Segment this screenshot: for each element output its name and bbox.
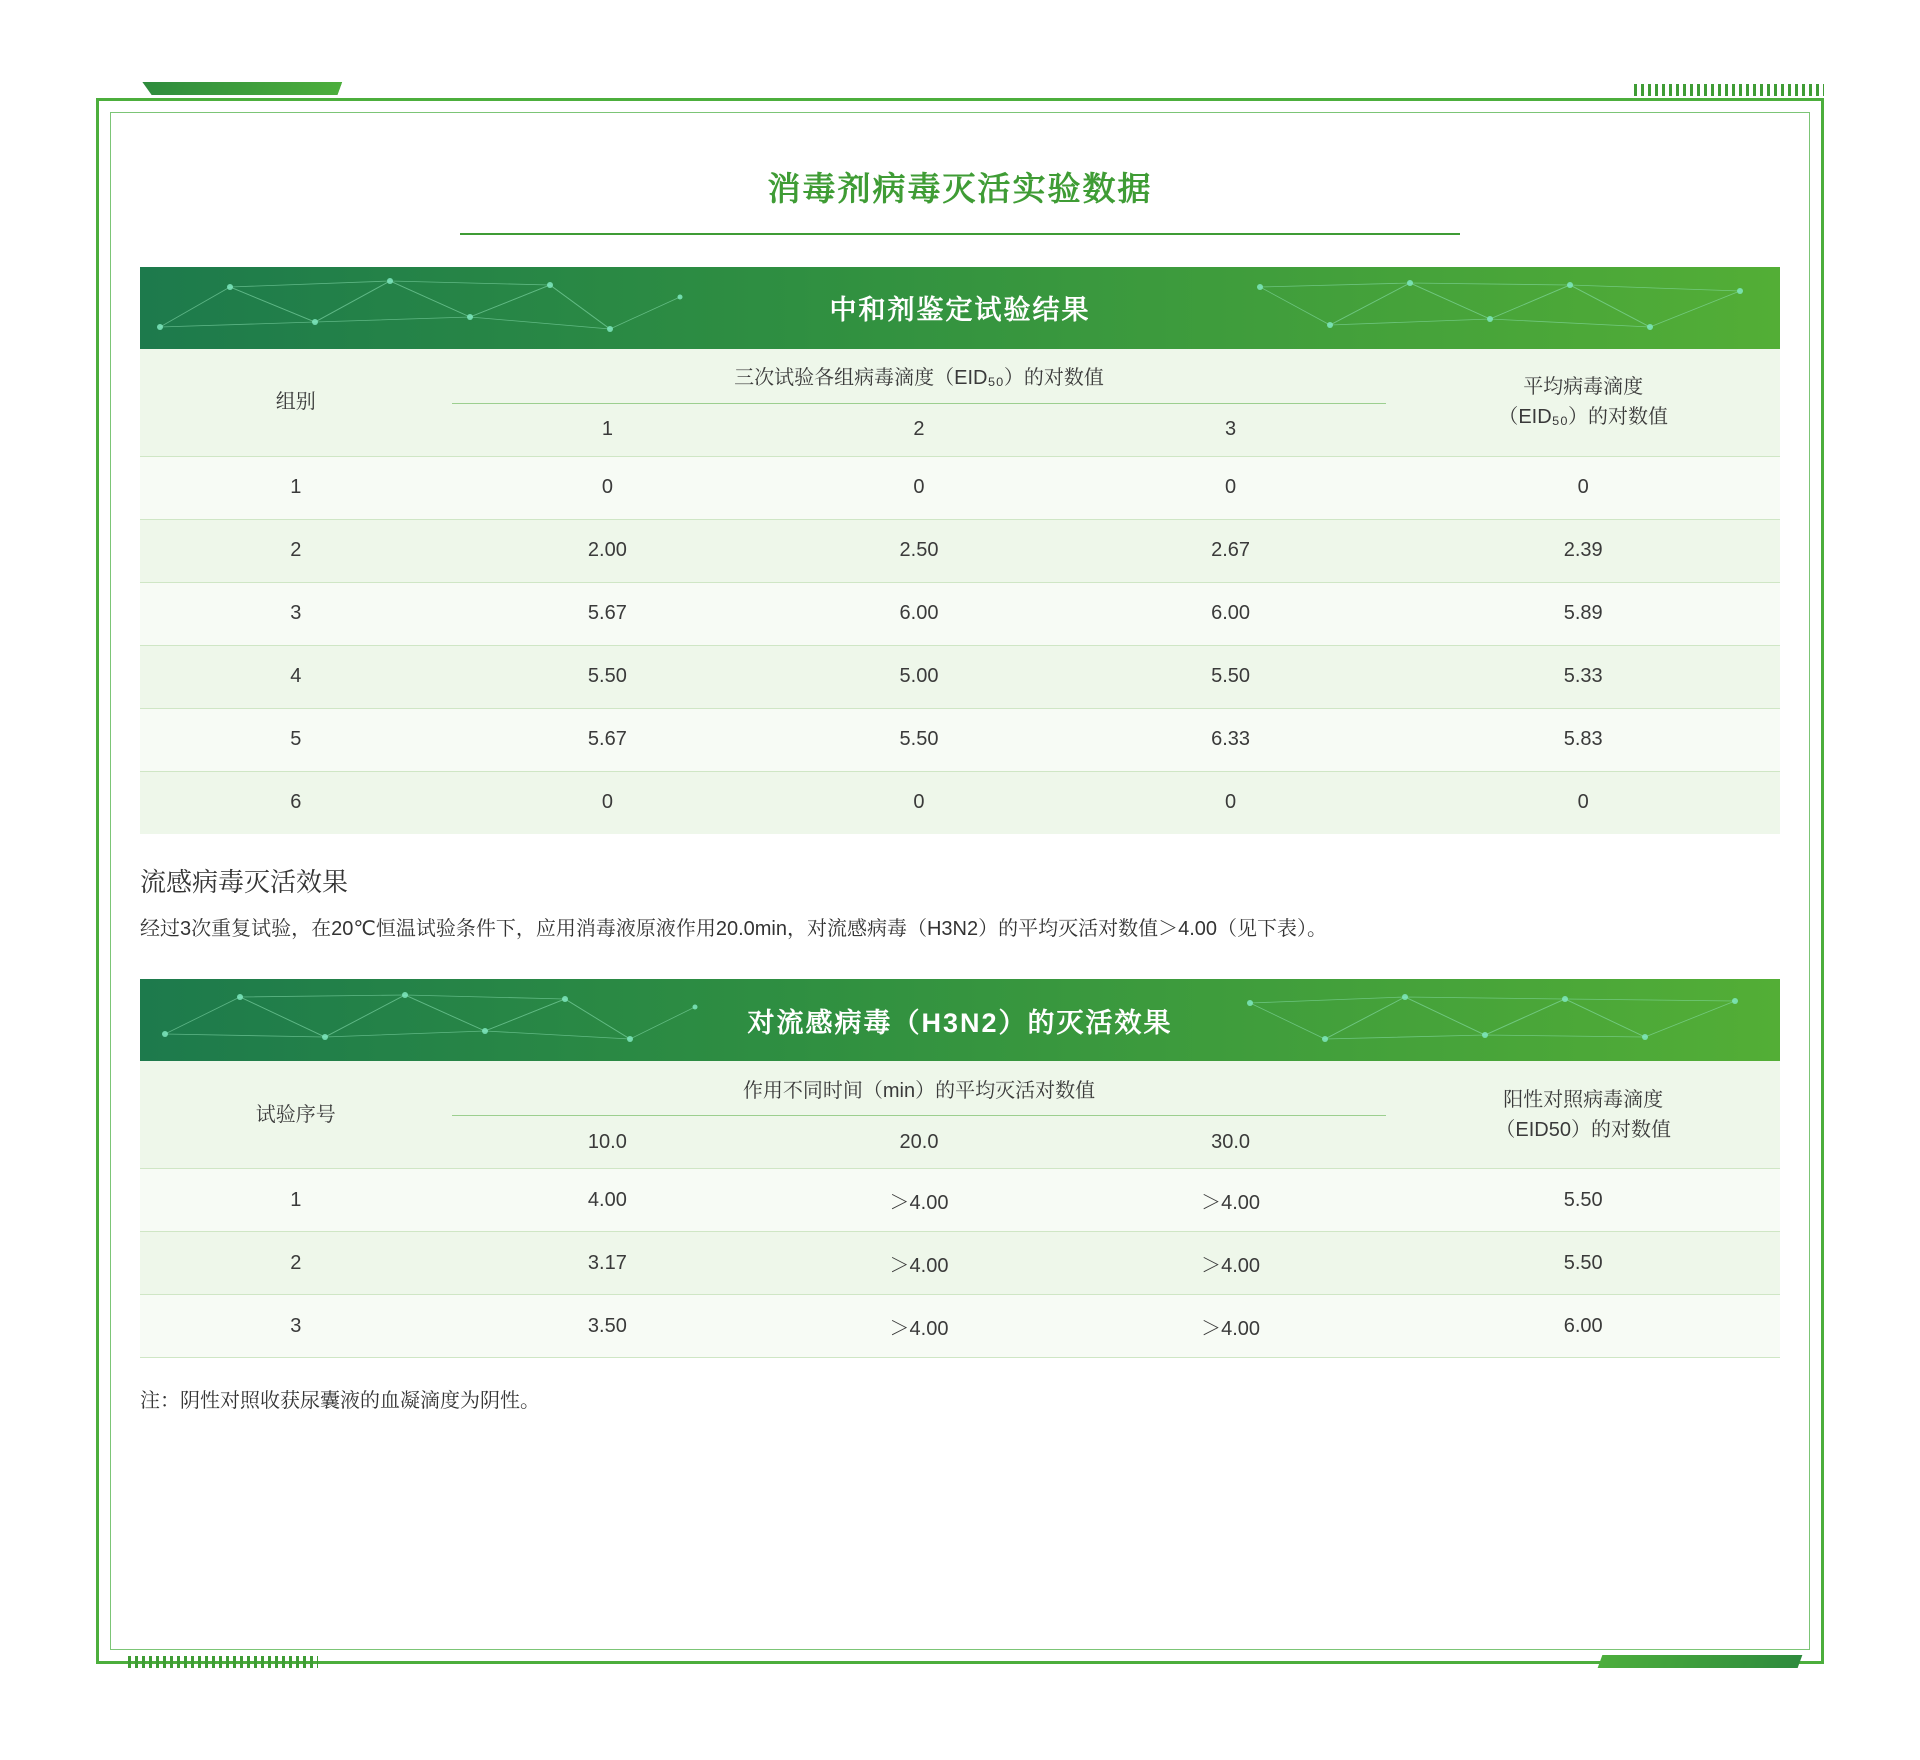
table-row	[140, 645, 1780, 708]
document-content	[140, 140, 1780, 1413]
cell-average: 5.83	[1386, 708, 1780, 771]
table-row	[140, 1232, 1780, 1295]
table2-body	[140, 1169, 1780, 1358]
page-title: 消毒剂病毒灭活实验数据	[767, 170, 1153, 207]
title-divider	[460, 233, 1460, 235]
table2-col-groupheader: 作用不同时间（min）的平均灭活对数值	[452, 1061, 1387, 1116]
cell-trial-2: 6.00	[763, 582, 1075, 645]
cell-group: 2	[140, 519, 452, 582]
cell-time-20: ＞4.00	[763, 1232, 1075, 1295]
cell-group: 4	[140, 645, 452, 708]
cell-positive-control: 5.50	[1386, 1232, 1780, 1295]
section-body-text: 经过3次重复试验，在20℃恒温试验条件下，应用消毒液原液作用20.0min，对流感病毒（H3N2）的平均灭活对数值＞4.00（见下表）。	[140, 918, 1328, 941]
cell-time-30: ＞4.00	[1075, 1232, 1387, 1295]
table1-subheader-1: 1	[601, 418, 613, 441]
table1-col-average-line2: （EID₅₀）的对数值	[1498, 406, 1669, 429]
table2-subheader-1: 10.0	[587, 1130, 627, 1153]
cell-trial-1: 5.67	[452, 708, 764, 771]
cell-trial-3: 5.50	[1075, 645, 1387, 708]
table1-subheader-2: 2	[913, 418, 925, 441]
table1-header-row	[140, 349, 1780, 404]
corner-accent-top-left	[138, 82, 343, 95]
table-row	[140, 1169, 1780, 1232]
neutralizer-test-table	[140, 349, 1780, 834]
table1-body	[140, 456, 1780, 834]
h3n2-inactivation-table	[140, 1061, 1780, 1357]
cell-trial-1: 5.67	[452, 582, 764, 645]
table-row	[140, 708, 1780, 771]
table1-col-average	[1386, 349, 1780, 457]
table2-subheader-2: 20.0	[899, 1130, 939, 1153]
cell-average: 0	[1386, 456, 1780, 519]
cell-group: 3	[140, 582, 452, 645]
cell-trial-3: 2.67	[1075, 519, 1387, 582]
cell-serial: 1	[140, 1169, 452, 1232]
cell-time-10: 3.50	[452, 1295, 764, 1358]
cell-time-20: ＞4.00	[763, 1295, 1075, 1358]
cell-positive-control: 6.00	[1386, 1295, 1780, 1358]
footnote: 注：阴性对照收获尿囊液的血凝滴度为阴性。	[140, 1390, 540, 1413]
table2-bottom-divider	[140, 1357, 1780, 1358]
table2-title: 对流感病毒（H3N2）的灭活效果	[747, 1007, 1173, 1038]
table2-col-positive-control	[1386, 1061, 1780, 1169]
table2-col-serial: 试验序号	[255, 1103, 336, 1126]
table1-col-groupheader: 三次试验各组病毒滴度（EID₅₀）的对数值	[452, 349, 1387, 404]
table2-banner	[140, 979, 1780, 1061]
dotted-accent-bottom-left	[128, 1656, 318, 1668]
table1-col-average-line1: 平均病毒滴度	[1523, 376, 1644, 399]
cell-group: 1	[140, 456, 452, 519]
table-row	[140, 519, 1780, 582]
cell-trial-1: 2.00	[452, 519, 764, 582]
cell-trial-3: 6.00	[1075, 582, 1387, 645]
cell-trial-2: 5.00	[763, 645, 1075, 708]
table2-col-positive-control-line1: 阳性对照病毒滴度	[1503, 1088, 1664, 1111]
cell-average: 0	[1386, 771, 1780, 834]
cell-time-30: ＞4.00	[1075, 1169, 1387, 1232]
cell-average: 2.39	[1386, 519, 1780, 582]
table1-subheader-3: 3	[1225, 418, 1237, 441]
cell-serial: 2	[140, 1232, 452, 1295]
cell-time-10: 3.17	[452, 1232, 764, 1295]
corner-accent-bottom-right	[1598, 1655, 1803, 1668]
cell-trial-3: 0	[1075, 456, 1387, 519]
cell-average: 5.89	[1386, 582, 1780, 645]
table1-col-group: 组别	[275, 391, 316, 414]
cell-trial-2: 5.50	[763, 708, 1075, 771]
table1-title: 中和剂鉴定试验结果	[829, 295, 1091, 326]
cell-group: 6	[140, 771, 452, 834]
cell-trial-3: 0	[1075, 771, 1387, 834]
table-row	[140, 582, 1780, 645]
cell-serial: 3	[140, 1295, 452, 1358]
table-row	[140, 456, 1780, 519]
cell-trial-2: 0	[763, 771, 1075, 834]
cell-group: 5	[140, 708, 452, 771]
cell-trial-1: 0	[452, 771, 764, 834]
cell-positive-control: 5.50	[1386, 1169, 1780, 1232]
table2-wrapper	[140, 1061, 1780, 1358]
cell-time-30: ＞4.00	[1075, 1295, 1387, 1358]
dotted-accent-top-right	[1634, 84, 1824, 96]
table-row	[140, 1295, 1780, 1358]
cell-trial-2: 0	[763, 456, 1075, 519]
cell-average: 5.33	[1386, 645, 1780, 708]
cell-time-10: 4.00	[452, 1169, 764, 1232]
cell-trial-2: 2.50	[763, 519, 1075, 582]
cell-trial-1: 0	[452, 456, 764, 519]
table-row	[140, 771, 1780, 834]
cell-trial-1: 5.50	[452, 645, 764, 708]
cell-trial-3: 6.33	[1075, 708, 1387, 771]
cell-time-20: ＞4.00	[763, 1169, 1075, 1232]
table2-col-positive-control-line2: （EID50）的对数值	[1495, 1118, 1671, 1141]
table1-banner	[140, 267, 1780, 349]
table1-wrapper	[140, 349, 1780, 834]
section-heading: 流感病毒灭活效果	[140, 866, 349, 897]
table2-header-row	[140, 1061, 1780, 1116]
table2-subheader-3: 30.0	[1211, 1130, 1251, 1153]
